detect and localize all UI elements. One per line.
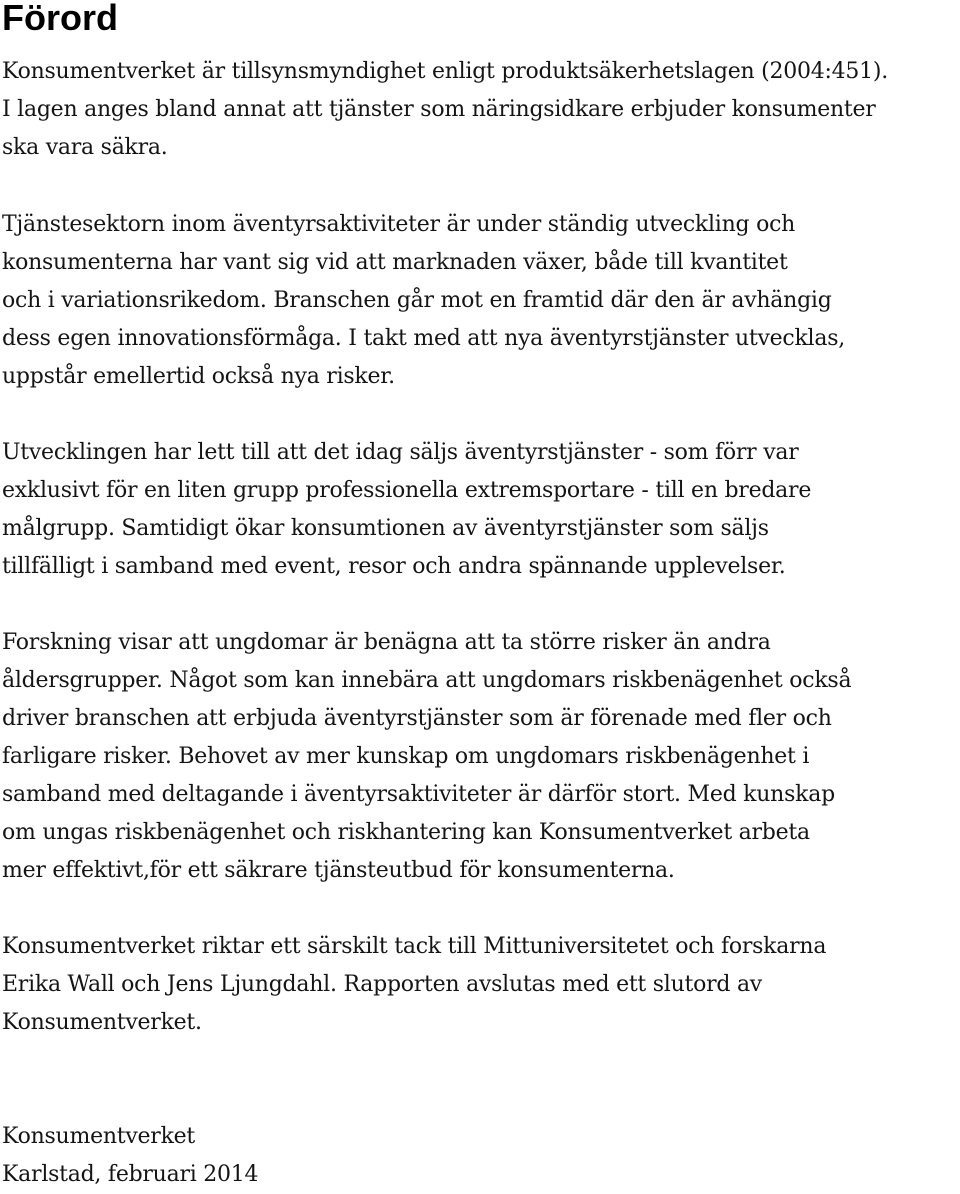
text-line: exklusivt för en liten grupp professionella extremsportare - till en bredare <box>2 478 812 503</box>
text-line: om ungas riskbenägenhet och riskhantering kan Konsumentverket arbeta <box>2 820 810 845</box>
text-line: målgrupp. Samtidigt ökar konsumtionen av äventyrstjänster som säljs <box>2 516 769 541</box>
text-line: ska vara säkra. <box>2 135 168 160</box>
text-line: tillfälligt i samband med event, resor och andra spännande upplevelser. <box>2 554 786 579</box>
paragraph-1 <box>2 53 952 167</box>
text-line: konsumenterna har vant sig vid att marknaden växer, både till kvantitet <box>2 250 788 275</box>
page-title: Förord <box>2 0 118 38</box>
paragraph-5 <box>2 928 952 1042</box>
text-line: Konsumentverket. <box>2 1010 202 1035</box>
text-line: Konsumentverket riktar ett särskilt tack till Mittuniversitetet och forskarna <box>2 934 827 959</box>
text-line: Konsumentverket är tillsynsmyndighet enligt produktsäkerhetslagen (2004:451). <box>2 59 888 84</box>
text-line: Tjänstesektorn inom äventyrsaktiviteter är under ständig utveckling och <box>2 212 796 237</box>
text-line: åldersgrupper. Något som kan innebära att ungdomars riskbenägenhet också <box>2 668 852 693</box>
text-line: Erika Wall och Jens Ljungdahl. Rapporten avslutas med ett slutord av <box>2 972 762 997</box>
text-line: I lagen anges bland annat att tjänster som näringsidkare erbjuder konsumenter <box>2 97 876 122</box>
text-line: farligare risker. Behovet av mer kunskap om ungdomars riskbenägenhet i <box>2 744 810 769</box>
text-line: dess egen innovationsförmåga. I takt med att nya äventyrstjänster utvecklas, <box>2 326 845 351</box>
paragraph-4 <box>2 624 952 890</box>
text-line: Utvecklingen har lett till att det idag säljs äventyrstjänster - som förr var <box>2 440 799 465</box>
text-line: och i variationsrikedom. Branschen går mot en framtid där den är avhängig <box>2 288 832 313</box>
paragraph-3 <box>2 434 952 586</box>
text-line: mer effektivt,för ett säkrare tjänsteutbud för konsumenterna. <box>2 858 675 883</box>
text-line: samband med deltagande i äventyrsaktiviteter är därför stort. Med kunskap <box>2 782 835 807</box>
text-line: uppstår emellertid också nya risker. <box>2 364 395 389</box>
signature-place-date: Karlstad, februari 2014 <box>2 1162 259 1187</box>
signature-block <box>2 1118 952 1194</box>
signature-organization: Konsumentverket <box>2 1124 196 1149</box>
text-line: Forskning visar att ungdomar är benägna att ta större risker än andra <box>2 630 771 655</box>
text-line: driver branschen att erbjuda äventyrstjänster som är förenade med fler och <box>2 706 832 731</box>
paragraph-2 <box>2 206 952 396</box>
